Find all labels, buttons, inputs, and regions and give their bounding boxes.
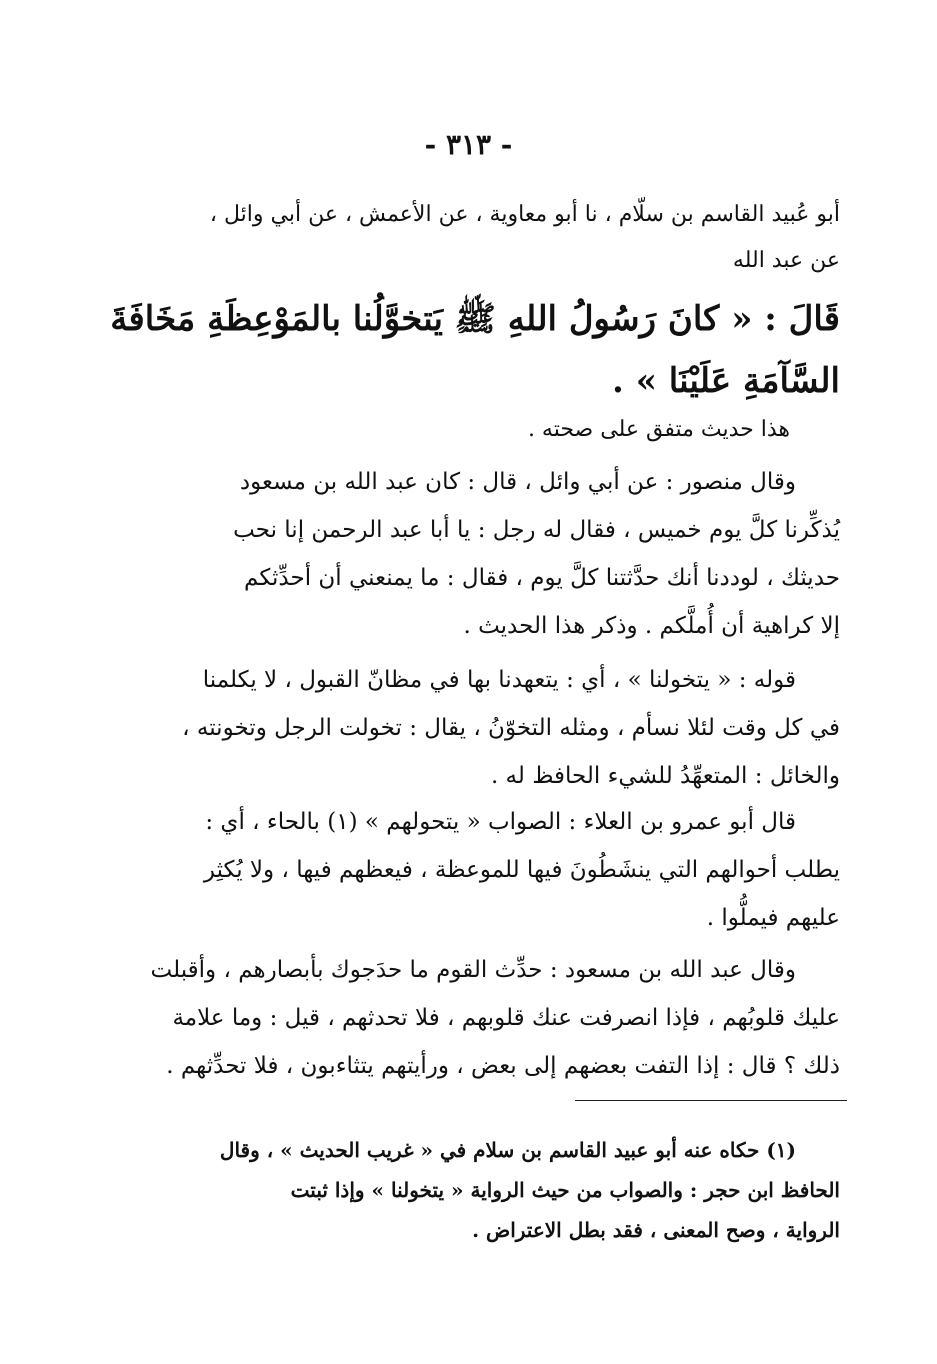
paragraph-line: في كل وقت لئلا نسأم ، ومثله التخوّنُ ، يقال : تخولت الرجل وتخونته ، bbox=[182, 715, 840, 741]
paragraph-mansur-narration bbox=[190, 458, 840, 650]
paragraph-line: حديثك ، لوددنا أنك حدَّثتنا كلَّ يوم ، فقال : ما يمنعني أن أحدِّثكم bbox=[244, 565, 840, 591]
verdict-line: هذا حديث متفق على صحته . bbox=[527, 417, 790, 442]
hadith-text bbox=[110, 288, 840, 412]
paragraph-line: وقال منصور : عن أبي وائل ، قال : كان عبد الله بن مسعود bbox=[239, 469, 796, 495]
footnote-line: الرواية ، وصح المعنى ، فقد بطل الاعتراض . bbox=[472, 1218, 840, 1242]
isnad-line: عن عبد الله bbox=[732, 248, 840, 273]
paragraph-line: عليك قلوبُهم ، فإذا انصرفت عنك قلوبهم ، فلا تحدثهم ، قيل : وما علامة bbox=[172, 1005, 840, 1031]
hadith-line: قَالَ : « كانَ رَسُولُ اللهِ ﷺ يَتخوَّلُنا بالمَوْعِظَةِ مَخَافَةَ bbox=[110, 299, 840, 339]
footnote-line: الحافظ ابن حجر : والصواب من حيث الرواية « يتخولنا » وإذا ثبتت bbox=[290, 1178, 840, 1202]
paragraph-line: يطلب أحوالهم التي ينشَطُونَ فيها للموعظة ، فيعظهم فيها ، ولا يُكثِر bbox=[203, 857, 840, 883]
paragraph-line: إلا كراهية أن أُملَّكم . وذكر هذا الحديث . bbox=[463, 613, 840, 639]
hadith-line: السَّآمَةِ عَلَيْنَا » . bbox=[612, 361, 840, 401]
paragraph-line: يُذكِّرنا كلَّ يوم خميس ، فقال له رجل : يا أبا عبد الرحمن إنا نحب bbox=[233, 517, 840, 543]
footnote-line: (١) حكاه عنه أبو عبيد القاسم بن سلام في « غريب الحديث » ، وقال bbox=[219, 1138, 796, 1162]
footnote-divider bbox=[575, 1100, 847, 1101]
paragraph-line: ذلك ؟ قال : إذا التفت بعضهم إلى بعض ، ورأيتهم يتثاءبون ، فلا تحدِّثهم . bbox=[166, 1053, 840, 1079]
paragraph-abu-amr bbox=[190, 798, 840, 942]
paragraph-ibn-masud bbox=[150, 946, 840, 1090]
paragraph-line: والخائل : المتعهِّدُ للشيء الحافظ له . bbox=[490, 763, 840, 789]
page-number: - ٣١٣ - bbox=[424, 128, 513, 161]
paragraph-line: قال أبو عمرو بن العلاء : الصواب « يتحولهم » (١) بالحاء ، أي : bbox=[205, 809, 796, 835]
authenticity-note bbox=[190, 410, 840, 450]
isnad-line: أبو عُبيد القاسم بن سلّام ، نا أبو معاوية ، عن الأعمش ، عن أبي وائل ، bbox=[209, 202, 840, 227]
paragraph-word-explanation bbox=[182, 656, 840, 800]
isnad-chain bbox=[190, 192, 840, 284]
footnote bbox=[190, 1130, 840, 1250]
paragraph-line: قوله : « يتخولنا » ، أي : يتعهدنا بها في مظانّ القبول ، لا يكلمنا bbox=[202, 667, 796, 693]
paragraph-line: وقال عبد الله بن مسعود : حدِّث القوم ما حدَجوك بأبصارهم ، وأقبلت bbox=[150, 957, 796, 983]
paragraph-line: عليهم فيملُّوا . bbox=[706, 905, 840, 931]
